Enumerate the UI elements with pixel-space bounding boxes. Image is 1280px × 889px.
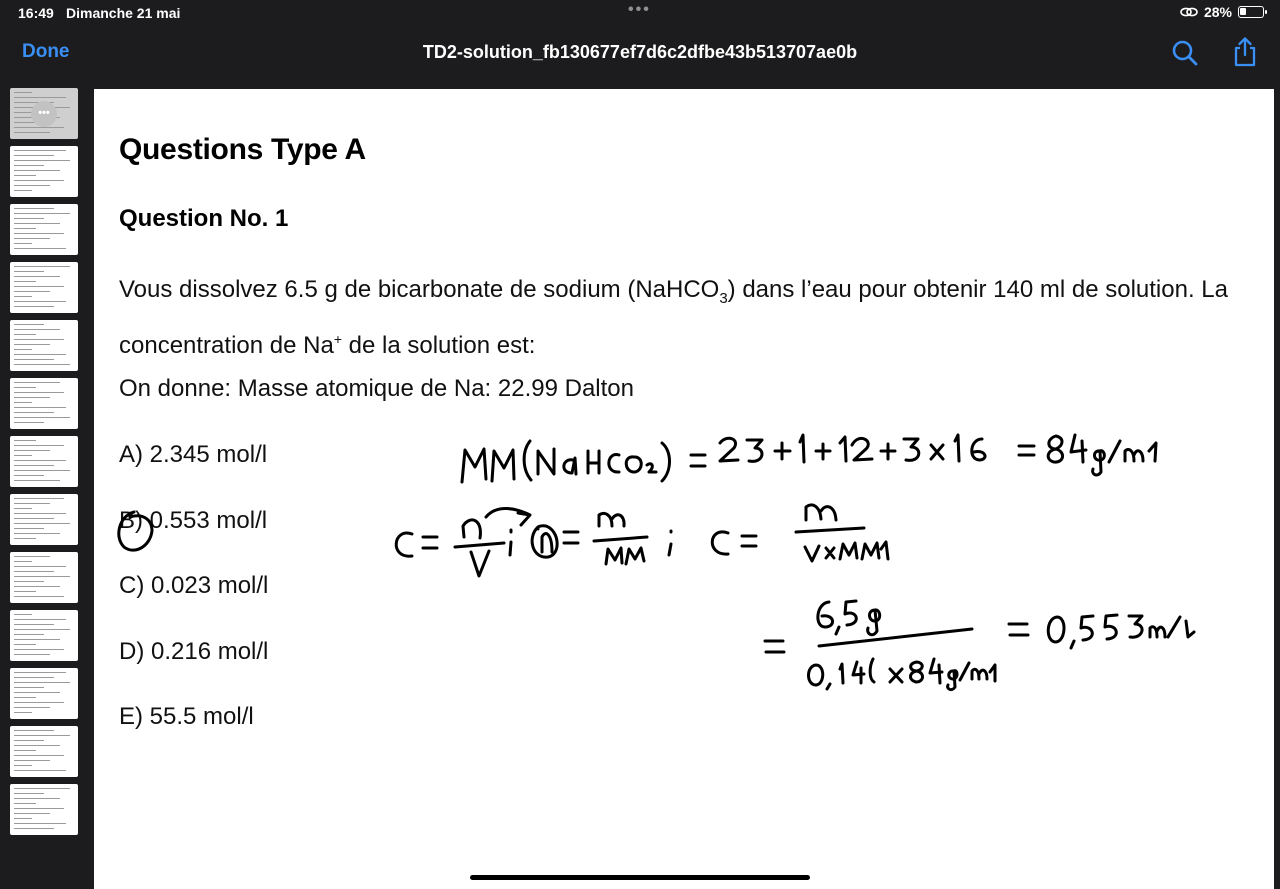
- home-indicator[interactable]: [470, 875, 810, 880]
- thumbnail-text-line: [14, 798, 60, 799]
- thumbnail-text-line: [14, 508, 32, 509]
- thumbnail-text-line: [14, 828, 54, 829]
- thumbnail-text-line: [14, 707, 50, 708]
- thumbnail-text-line: [14, 382, 60, 383]
- thumbnail-text-line: [14, 291, 50, 292]
- thumbnail-text-line: [14, 702, 64, 703]
- thumbnail-text-line: [14, 480, 60, 481]
- formula-subscript: 3: [719, 289, 728, 307]
- thumbnail-text-line: [14, 614, 32, 615]
- thumbnail-text-line: [14, 397, 50, 398]
- status-right: [1180, 4, 1264, 20]
- thumbnail-text-line: [14, 740, 44, 741]
- thumbnail-text-line: [14, 765, 32, 766]
- page-thumbnail[interactable]: [10, 262, 78, 313]
- ion-superscript: +: [333, 330, 342, 347]
- thumbnail-text-line: [14, 170, 60, 171]
- thumbnail-text-line: [14, 233, 64, 234]
- page-thumbnail[interactable]: [10, 320, 78, 371]
- thumbnail-text-line: [14, 190, 32, 191]
- thumbnail-text-line: [14, 180, 64, 181]
- search-icon: [1170, 38, 1200, 68]
- question-text-part2: ) dans l’eau pour obtenir 140 ml de solution. La concentration de Na: [119, 276, 1228, 359]
- thumbnail-text-line: [14, 392, 64, 393]
- page-thumbnail[interactable]: [10, 436, 78, 487]
- thumbnail-text-line: [14, 132, 50, 133]
- thumbnail-text-line: [14, 155, 54, 156]
- thumbnail-text-line: [14, 813, 50, 814]
- section-heading: Questions Type A: [119, 133, 366, 166]
- thumbnail-text-line: [14, 306, 54, 307]
- option-b: B) 0.553 mol/l: [119, 507, 268, 534]
- more-options-button[interactable]: •••: [31, 101, 57, 127]
- thumbnail-text-line: [14, 165, 44, 166]
- thumbnail-text-line: [14, 387, 36, 388]
- thumbnail-text-line: [14, 407, 66, 408]
- thumbnail-text-line: [14, 160, 70, 161]
- thumbnail-text-line: [14, 591, 36, 592]
- done-button[interactable]: Done: [22, 41, 70, 62]
- question-text: [119, 270, 1239, 366]
- thumbnail-text-line: [14, 127, 64, 128]
- handwriting-line-3: [765, 601, 1194, 690]
- thumbnail-text-line: [14, 576, 70, 577]
- question-text-part3: de la solution est:: [342, 331, 536, 359]
- thumbnail-text-line: [14, 271, 44, 272]
- thumbnail-text-line: [14, 354, 66, 355]
- thumbnail-text-line: [14, 566, 66, 567]
- thumbnail-text-line: [14, 440, 36, 441]
- thumbnail-text-line: [14, 228, 36, 229]
- thumbnail-text-line: [14, 412, 54, 413]
- thumbnail-text-line: [14, 218, 44, 219]
- thumbnail-text-line: [14, 730, 54, 731]
- status-bar: [0, 0, 1280, 26]
- thumbnail-text-line: [14, 445, 64, 446]
- thumbnail-text-line: [14, 475, 44, 476]
- thumbnail-text-line: [14, 639, 60, 640]
- thumbnail-text-line: [14, 402, 32, 403]
- page-thumbnail[interactable]: [10, 88, 78, 139]
- given-data: On donne: Masse atomique de Na: 22.99 Dalton: [119, 375, 634, 402]
- thumbnail-text-line: [14, 344, 50, 345]
- thumbnail-text-line: [14, 92, 32, 93]
- thumbnail-text-line: [14, 422, 44, 423]
- page-thumbnail[interactable]: [10, 726, 78, 777]
- thumbnail-text-line: [14, 97, 66, 98]
- option-d: D) 0.216 mol/l: [119, 638, 269, 665]
- thumbnail-text-line: [14, 223, 60, 224]
- page-thumbnail[interactable]: [10, 378, 78, 429]
- thumbnail-text-line: [14, 735, 70, 736]
- thumbnail-text-line: [14, 185, 50, 186]
- page-thumbnail[interactable]: [10, 668, 78, 719]
- status-time: 16:49: [18, 5, 54, 21]
- thumbnail-text-line: [14, 654, 50, 655]
- thumbnail-text-line: [14, 208, 54, 209]
- option-a: A) 2.345 mol/l: [119, 441, 268, 468]
- thumbnail-text-line: [14, 528, 44, 529]
- handwriting-line-1: [462, 435, 1156, 482]
- thumbnail-text-line: [14, 793, 44, 794]
- thumbnail-text-line: [14, 644, 36, 645]
- share-button[interactable]: [1231, 36, 1259, 68]
- thumbnail-text-line: [14, 301, 66, 302]
- thumbnail-text-line: [14, 750, 36, 751]
- thumbnail-text-line: [14, 150, 66, 151]
- battery-icon: [1238, 6, 1264, 18]
- page-thumbnail[interactable]: [10, 146, 78, 197]
- thumbnail-text-line: [14, 571, 54, 572]
- page-thumbnails-sidebar: [0, 82, 88, 889]
- thumbnail-text-line: [14, 339, 64, 340]
- thumbnail-text-line: [14, 538, 36, 539]
- document-page: [94, 89, 1274, 889]
- thumbnail-text-line: [14, 755, 64, 756]
- thumbnail-text-line: [14, 808, 64, 809]
- question-title: Question No. 1: [119, 205, 289, 232]
- thumbnail-text-line: [14, 359, 54, 360]
- thumbnail-text-line: [14, 533, 60, 534]
- thumbnail-text-line: [14, 513, 66, 514]
- thumbnail-text-line: [14, 823, 66, 824]
- thumbnail-text-line: [14, 760, 50, 761]
- share-icon: [1231, 36, 1259, 68]
- page-thumbnail[interactable]: [10, 552, 78, 603]
- link-icon: [1180, 6, 1198, 18]
- status-date: Dimanche 21 mai: [66, 5, 181, 21]
- thumbnail-text-line: [14, 349, 32, 350]
- thumbnail-text-line: [14, 175, 36, 176]
- thumbnail-text-line: [14, 238, 50, 239]
- thumbnail-text-line: [14, 745, 60, 746]
- handwriting-line-2: [396, 505, 888, 576]
- thumbnail-text-line: [14, 281, 36, 282]
- thumbnail-text-line: [14, 248, 66, 249]
- thumbnail-text-line: [14, 634, 44, 635]
- thumbnail-text-line: [14, 556, 50, 557]
- thumbnail-text-line: [14, 803, 36, 804]
- multitasking-dots-icon[interactable]: •••: [628, 1, 651, 18]
- document-title: TD2-solution_fb130677ef7d6c2dfbe43b513707ae0b: [422, 42, 858, 62]
- thumbnail-text-line: [14, 649, 64, 650]
- thumbnail-text-line: [14, 417, 70, 418]
- thumbnail-text-line: [14, 296, 32, 297]
- thumbnail-text-line: [14, 276, 60, 277]
- thumbnail-text-line: [14, 470, 70, 471]
- thumbnail-text-line: [14, 523, 70, 524]
- thumbnail-text-line: [14, 712, 32, 713]
- thumbnail-text-line: [14, 518, 54, 519]
- thumbnail-text-line: [14, 788, 70, 789]
- thumbnail-text-line: [14, 586, 60, 587]
- thumbnail-text-line: [14, 503, 50, 504]
- thumbnail-text-line: [14, 561, 32, 562]
- thumbnail-text-line: [14, 450, 50, 451]
- thumbnail-text-line: [14, 697, 36, 698]
- page-thumbnail[interactable]: [10, 610, 78, 661]
- option-e: E) 55.5 mol/l: [119, 703, 254, 730]
- thumbnail-text-line: [14, 770, 66, 771]
- option-c: C) 0.023 mol/l: [119, 572, 269, 599]
- thumbnail-text-line: [14, 286, 64, 287]
- battery-percent: 28%: [1203, 4, 1232, 20]
- thumbnail-text-line: [14, 122, 36, 123]
- thumbnail-text-line: [14, 334, 36, 335]
- question-text-part1: Vous dissolvez 6.5 g de bicarbonate de sodium (NaHCO: [119, 276, 720, 303]
- nav-bar: [0, 26, 1280, 82]
- thumbnail-text-line: [14, 465, 54, 466]
- page-thumbnail[interactable]: [10, 784, 78, 835]
- thumbnail-text-line: [14, 455, 32, 456]
- thumbnail-text-line: [14, 624, 54, 625]
- thumbnail-text-line: [14, 629, 70, 630]
- search-button[interactable]: [1170, 38, 1200, 68]
- thumbnail-text-line: [14, 213, 70, 214]
- thumbnail-text-line: [14, 581, 44, 582]
- thumbnail-text-line: [14, 818, 32, 819]
- thumbnail-text-line: [14, 692, 60, 693]
- thumbnail-text-line: [14, 498, 64, 499]
- thumbnail-text-line: [14, 619, 66, 620]
- thumbnail-text-line: [14, 596, 64, 597]
- thumbnail-text-line: [14, 266, 70, 267]
- page-thumbnail[interactable]: [10, 494, 78, 545]
- thumbnail-text-line: [14, 364, 70, 365]
- thumbnail-text-line: [14, 682, 70, 683]
- thumbnail-text-line: [14, 329, 60, 330]
- thumbnail-text-line: [14, 460, 66, 461]
- thumbnail-text-line: [14, 677, 54, 678]
- thumbnail-text-line: [14, 243, 32, 244]
- thumbnail-text-line: [14, 687, 44, 688]
- thumbnail-text-line: [14, 672, 66, 673]
- page-thumbnail[interactable]: [10, 204, 78, 255]
- thumbnail-text-line: [14, 324, 44, 325]
